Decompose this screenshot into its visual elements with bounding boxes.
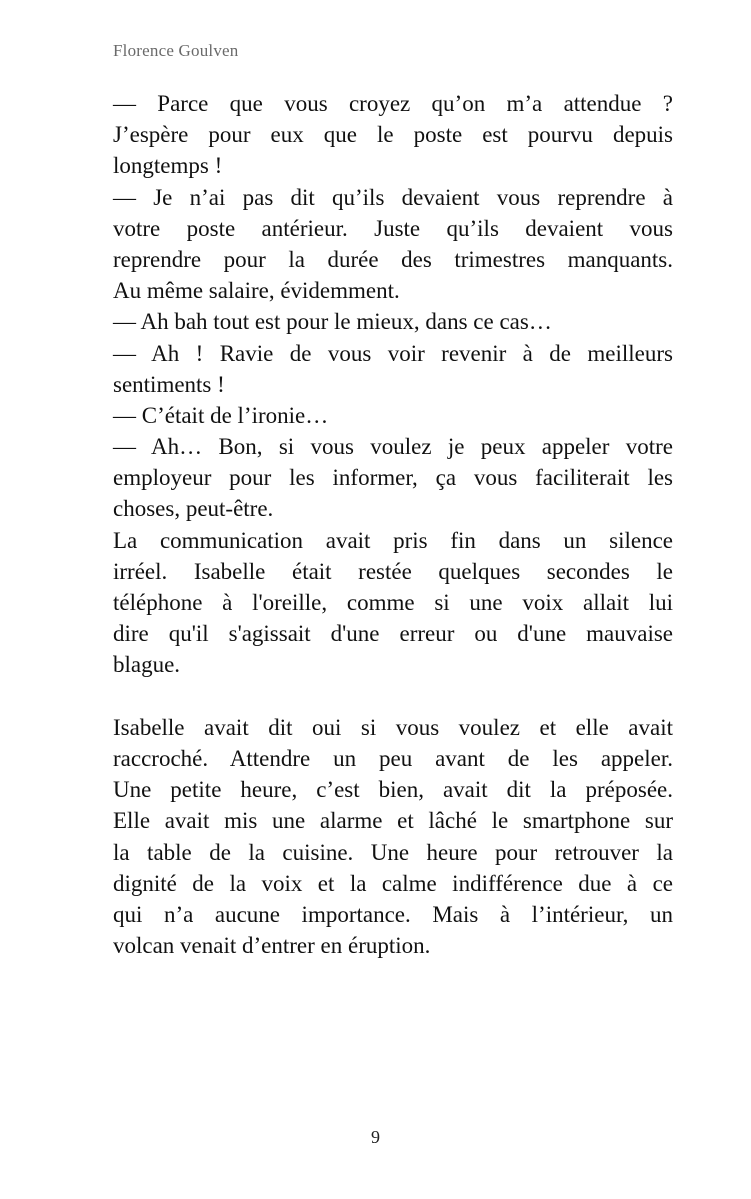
paragraph-gap xyxy=(113,681,673,712)
text-line: Isabelle avait dit oui si vous voulez et elle avait xyxy=(113,714,673,740)
text-line: — Ah… Bon, si vous voulez je peux appeler votre xyxy=(113,434,673,460)
text-line: — Ah ! Ravie de vous voir revenir à de meilleurs xyxy=(113,340,673,366)
text-line: longtemps ! xyxy=(113,153,223,179)
text-line: sentiments ! xyxy=(113,371,225,397)
text-line: reprendre pour la durée des trimestres manquants. xyxy=(113,246,673,272)
page-body-text xyxy=(113,88,673,961)
text-line: employeur pour les informer, ça vous faciliterait les xyxy=(113,465,673,491)
text-line: La communication avait pris fin dans un silence xyxy=(113,527,673,553)
text-line: — Je n’ai pas dit qu’ils devaient vous reprendre à xyxy=(113,184,673,210)
text-line: irréel. Isabelle était restée quelques secondes le xyxy=(113,558,673,584)
text-line: dire qu'il s'agissait d'une erreur ou d'une mauvaise xyxy=(113,621,673,647)
text-line: dignité de la voix et la calme indifférence due à ce xyxy=(113,870,673,896)
text-line: raccroché. Attendre un peu avant de les appeler. xyxy=(113,745,673,771)
text-line: — Ah bah tout est pour le mieux, dans ce cas… xyxy=(113,309,552,335)
text-line: Une petite heure, c’est bien, avait dit la préposée. xyxy=(113,777,673,803)
text-line: choses, peut-être. xyxy=(113,496,274,522)
text-line: qui n’a aucune importance. Mais à l’intérieur, un xyxy=(113,901,673,927)
text-line: — C’était de l’ironie… xyxy=(113,402,329,428)
running-header-author: Florence Goulven xyxy=(113,41,239,60)
text-line: — Parce que vous croyez qu’on m’a attendue ? xyxy=(113,91,673,116)
text-line: téléphone à l'oreille, comme si une voix allait lui xyxy=(113,590,673,615)
text-line: blague. xyxy=(113,652,181,678)
text-line: Au même salaire, évidemment. xyxy=(113,278,400,304)
page-number: 9 xyxy=(371,1127,380,1147)
text-line: volcan venait d’entrer en éruption. xyxy=(113,933,431,959)
text-line: votre poste antérieur. Juste qu’ils devaient vous xyxy=(113,215,673,241)
text-line: la table de la cuisine. Une heure pour retrouver la xyxy=(113,839,673,865)
text-line: Elle avait mis une alarme et lâché le smartphone sur xyxy=(113,808,673,834)
text-line: J’espère pour eux que le poste est pourvu depuis xyxy=(113,122,673,148)
